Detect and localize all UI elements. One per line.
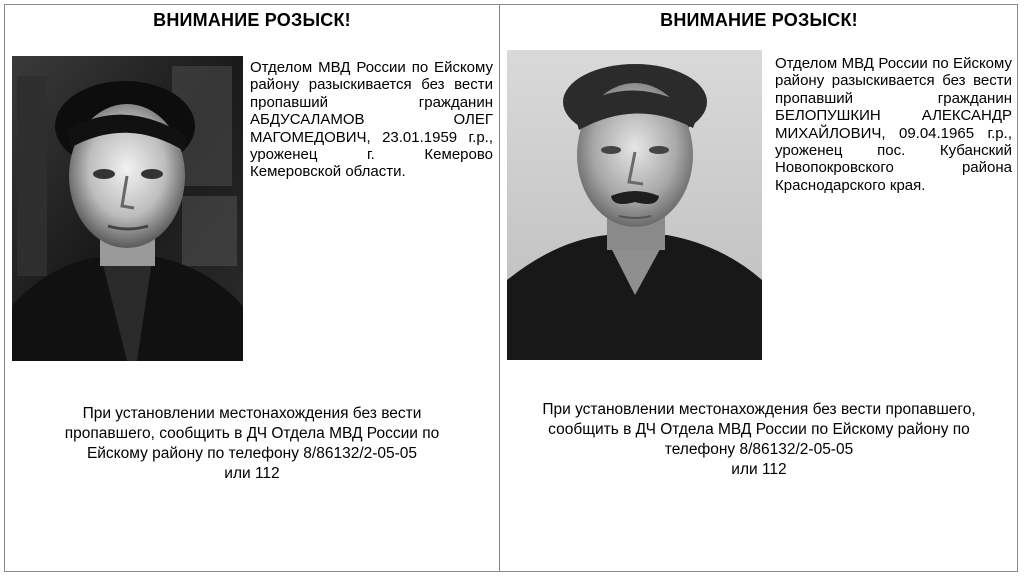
left-notice-line: Ейскому району по телефону 8/86132/2-05-05 (86, 445, 418, 462)
left-notice-line: или 112 (224, 465, 280, 482)
left-contact-notice (5, 404, 499, 484)
right-notice-line: сообщить в ДЧ Отдела МВД России по Ейскому району по (548, 421, 970, 438)
right-notice-line: При установлении местонахождения без вести пропавшего, (542, 401, 976, 418)
left-portrait-photo (12, 56, 243, 361)
left-missing-person-description: Отделом МВД России по Ейскому району разыскивается без вести пропавший гражданин АБДУСАЛАМОВ ОЛЕГ МАГОМЕДОВИЧ, 23.01.1959 г.р., уроженец г. Кемерово Кемеровской области. (250, 59, 493, 181)
left-notice-line: При установлении местонахождения без вести (82, 405, 422, 422)
right-contact-notice (500, 400, 1018, 480)
left-notice-line: пропавшего, сообщить в ДЧ Отдела МВД России по (64, 425, 440, 442)
left-title: ВНИМАНИЕ РОЗЫСК! (153, 10, 351, 30)
left-portrait-icon (12, 56, 243, 361)
right-title: ВНИМАНИЕ РОЗЫСК! (660, 10, 858, 30)
right-missing-person-description: Отделом МВД России по Ейскому району разыскивается без вести пропавший гражданин БЕЛОПУШКИН АЛЕКСАНДР МИХАЙЛОВИЧ, 09.04.1965 г.р., уроженец пос. Кубанский Новопокровского района Краснодарского края. (775, 55, 1012, 194)
right-notice-line: или 112 (731, 461, 787, 478)
right-portrait-photo (507, 50, 762, 360)
right-wanted-panel (500, 4, 1018, 572)
right-portrait-icon (507, 50, 762, 360)
left-wanted-panel (5, 4, 499, 572)
right-notice-line: телефону 8/86132/2-05-05 (664, 441, 854, 458)
